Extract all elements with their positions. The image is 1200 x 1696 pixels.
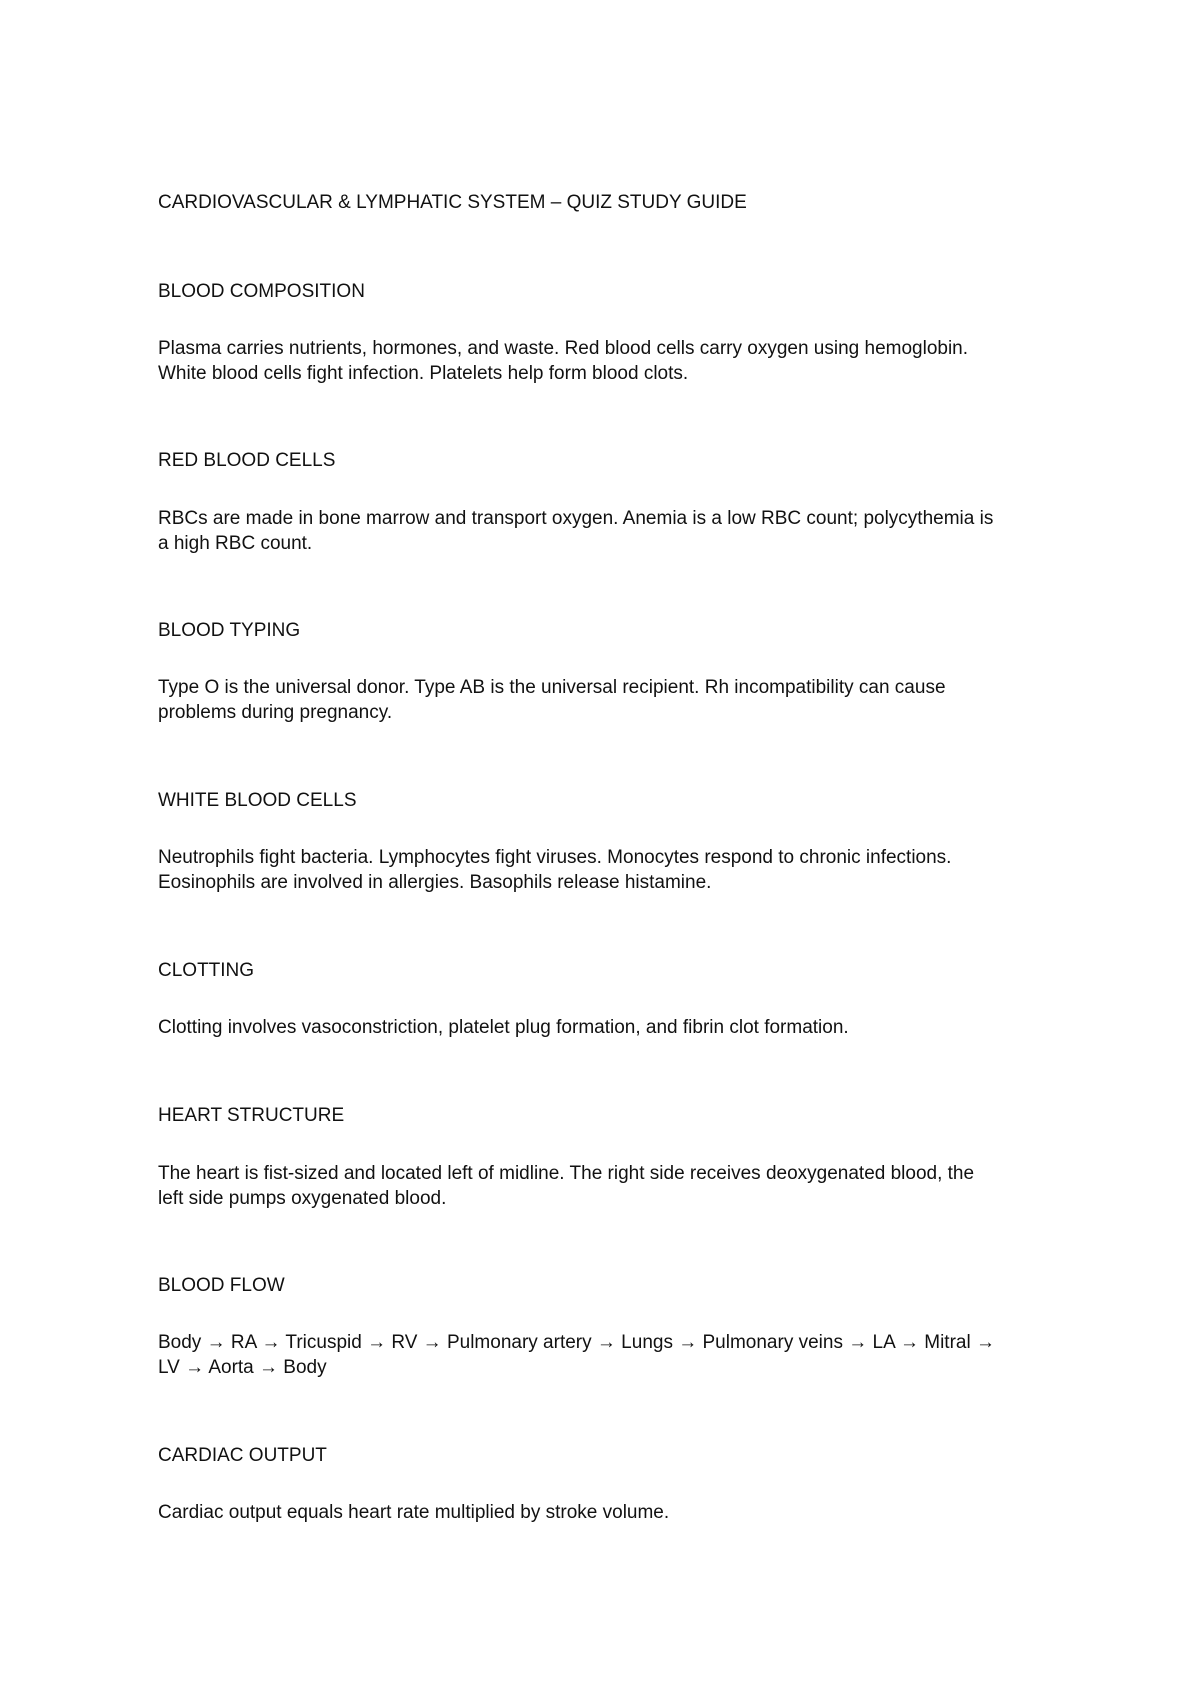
body-cardiac-output bbox=[158, 1500, 1058, 1525]
body-white-blood-cells bbox=[158, 845, 1058, 895]
body-line: Body → RA → Tricuspid → RV → Pulmonary artery → Lungs → Pulmonary veins → LA → Mitral → bbox=[158, 1332, 995, 1353]
body-line: RBCs are made in bone marrow and transport oxygen. Anemia is a low RBC count; polycythemia is bbox=[158, 508, 994, 529]
body-blood-composition bbox=[158, 336, 1058, 386]
body-line: a high RBC count. bbox=[158, 533, 313, 554]
heading-white-blood-cells: WHITE BLOOD CELLS bbox=[158, 790, 357, 811]
heading-heart-structure: HEART STRUCTURE bbox=[158, 1105, 345, 1126]
document-title: CARDIOVASCULAR & LYMPHATIC SYSTEM – QUIZ STUDY GUIDE bbox=[158, 192, 747, 213]
body-line: Plasma carries nutrients, hormones, and waste. Red blood cells carry oxygen using hemoglobin. bbox=[158, 338, 969, 359]
heading-cardiac-output: CARDIAC OUTPUT bbox=[158, 1445, 327, 1466]
heading-blood-typing: BLOOD TYPING bbox=[158, 620, 301, 641]
heading-blood-composition: BLOOD COMPOSITION bbox=[158, 281, 365, 302]
body-line: left side pumps oxygenated blood. bbox=[158, 1188, 447, 1209]
body-line: Neutrophils fight bacteria. Lymphocytes fight viruses. Monocytes respond to chronic infections. bbox=[158, 847, 952, 868]
body-line: Clotting involves vasoconstriction, platelet plug formation, and fibrin clot formation. bbox=[158, 1017, 849, 1038]
body-line: White blood cells fight infection. Platelets help form blood clots. bbox=[158, 363, 689, 384]
heading-blood-flow: BLOOD FLOW bbox=[158, 1275, 285, 1296]
body-blood-typing bbox=[158, 675, 1058, 725]
body-line: Type O is the universal donor. Type AB is the universal recipient. Rh incompatibility can cause bbox=[158, 677, 946, 698]
body-heart-structure bbox=[158, 1161, 1058, 1211]
body-red-blood-cells bbox=[158, 506, 1058, 556]
body-clotting bbox=[158, 1015, 1058, 1040]
heading-red-blood-cells: RED BLOOD CELLS bbox=[158, 450, 336, 471]
body-line: LV → Aorta → Body bbox=[158, 1357, 327, 1378]
body-line: The heart is fist-sized and located left of midline. The right side receives deoxygenated blood, the bbox=[158, 1163, 975, 1184]
body-line: problems during pregnancy. bbox=[158, 702, 393, 723]
heading-clotting: CLOTTING bbox=[158, 960, 255, 981]
body-blood-flow bbox=[158, 1330, 1058, 1380]
body-line: Eosinophils are involved in allergies. Basophils release histamine. bbox=[158, 872, 712, 893]
body-line: Cardiac output equals heart rate multiplied by stroke volume. bbox=[158, 1502, 670, 1523]
